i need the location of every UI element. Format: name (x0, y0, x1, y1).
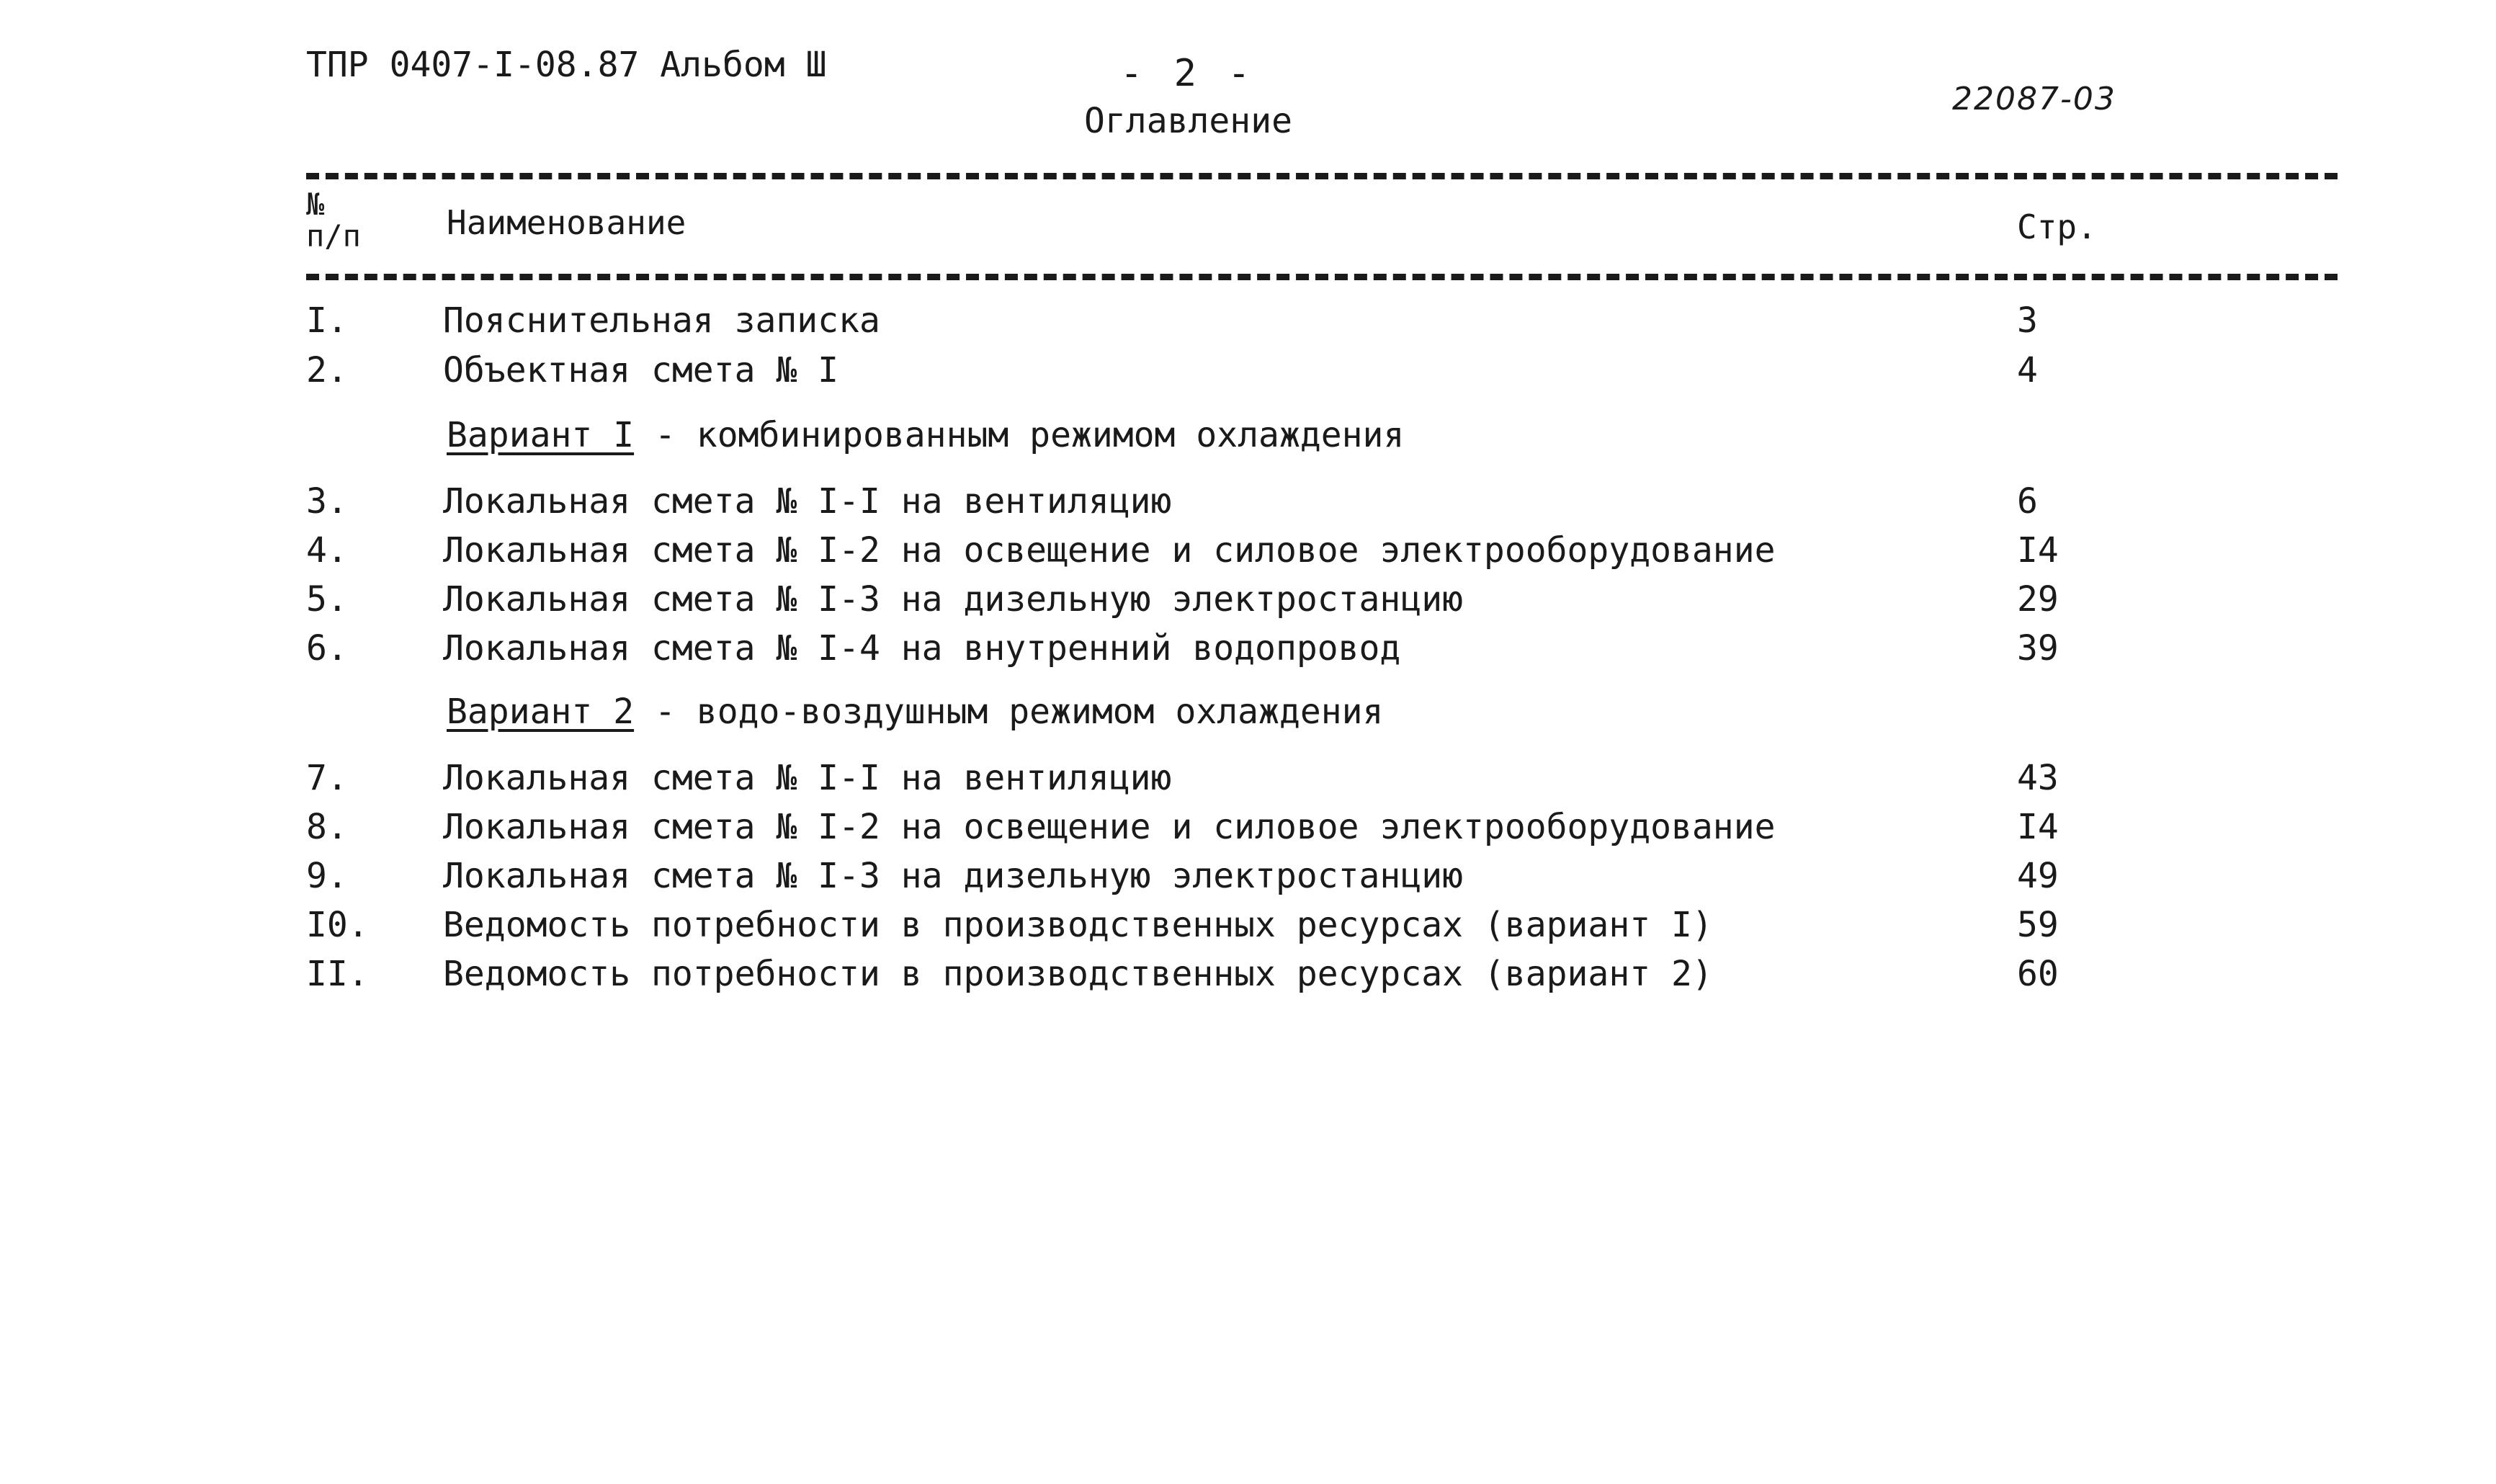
variant-description: - водо-воздушным режимом охлаждения (634, 692, 1384, 732)
table-row (0, 480, 2496, 523)
row-title: Объектная смета № I (443, 350, 839, 390)
row-number: 2. (306, 350, 348, 390)
row-number: 6. (306, 628, 348, 669)
variant-heading (447, 690, 1383, 733)
row-number: I. (306, 300, 348, 341)
row-title: Локальная смета № I-3 на дизельную электростанцию (443, 579, 1464, 620)
row-title: Пояснительная записка (443, 300, 880, 341)
table-row (0, 349, 2496, 392)
table-header-rule (306, 274, 2338, 280)
row-page: 4 (2017, 350, 2038, 390)
table-row (0, 578, 2496, 621)
row-page: 59 (2017, 905, 2059, 945)
row-page: 49 (2017, 856, 2059, 896)
table-row (0, 627, 2496, 670)
variant-label: Вариант 2 (447, 692, 635, 732)
page-number: - 2 - (1120, 52, 1255, 95)
row-title: Ведомость потребности в производственных ресурсах (вариант I) (443, 905, 1713, 945)
row-page: 3 (2017, 300, 2038, 341)
row-page: 39 (2017, 628, 2059, 669)
variant-heading (447, 414, 1404, 457)
row-page: 6 (2017, 481, 2038, 522)
row-number: 4. (306, 530, 348, 571)
column-header-number (306, 189, 361, 252)
table-top-rule (306, 173, 2338, 179)
table-row (0, 805, 2496, 849)
row-page: I4 (2017, 807, 2059, 847)
variant-description: - комбинированным режимом охлаждения (634, 415, 1405, 455)
archive-number: 22087-03 (1952, 81, 2116, 117)
table-row (0, 903, 2496, 947)
row-page: 60 (2017, 954, 2059, 994)
column-header-number-sign: № (306, 187, 325, 222)
table-row (0, 952, 2496, 996)
row-number: II. (306, 954, 369, 994)
row-title: Ведомость потребности в производственных ресурсах (вариант 2) (443, 954, 1713, 994)
row-page: 43 (2017, 758, 2059, 798)
row-title: Локальная смета № I-I на вентиляцию (443, 481, 1172, 522)
column-header-name: Наименование (447, 203, 686, 242)
row-title: Локальная смета № I-2 на освещение и силовое электрооборудование (443, 530, 1776, 571)
table-row (0, 756, 2496, 800)
column-header-number-abbr: п/п (306, 218, 361, 254)
row-number: 7. (306, 758, 348, 798)
variant-label: Вариант I (447, 415, 635, 455)
page-title: Оглавление (1084, 101, 1292, 141)
row-page: I4 (2017, 530, 2059, 571)
row-number: 5. (306, 579, 348, 620)
row-title: Локальная смета № I-4 на внутренний водопровод (443, 628, 1401, 669)
table-row (0, 529, 2496, 572)
row-title: Локальная смета № I-I на вентиляцию (443, 758, 1172, 798)
row-page: 29 (2017, 579, 2059, 620)
document-code: ТПР 0407-I-08.87 Альбом Ш (306, 45, 827, 85)
column-header-page: Стр. (2017, 207, 2097, 246)
row-title: Локальная смета № I-2 на освещение и силовое электрооборудование (443, 807, 1776, 847)
row-title: Локальная смета № I-3 на дизельную электростанцию (443, 856, 1464, 896)
row-number: 9. (306, 856, 348, 896)
table-row (0, 299, 2496, 342)
table-row (0, 854, 2496, 898)
row-number: 8. (306, 807, 348, 847)
row-number: 3. (306, 481, 348, 522)
row-number: I0. (306, 905, 369, 945)
